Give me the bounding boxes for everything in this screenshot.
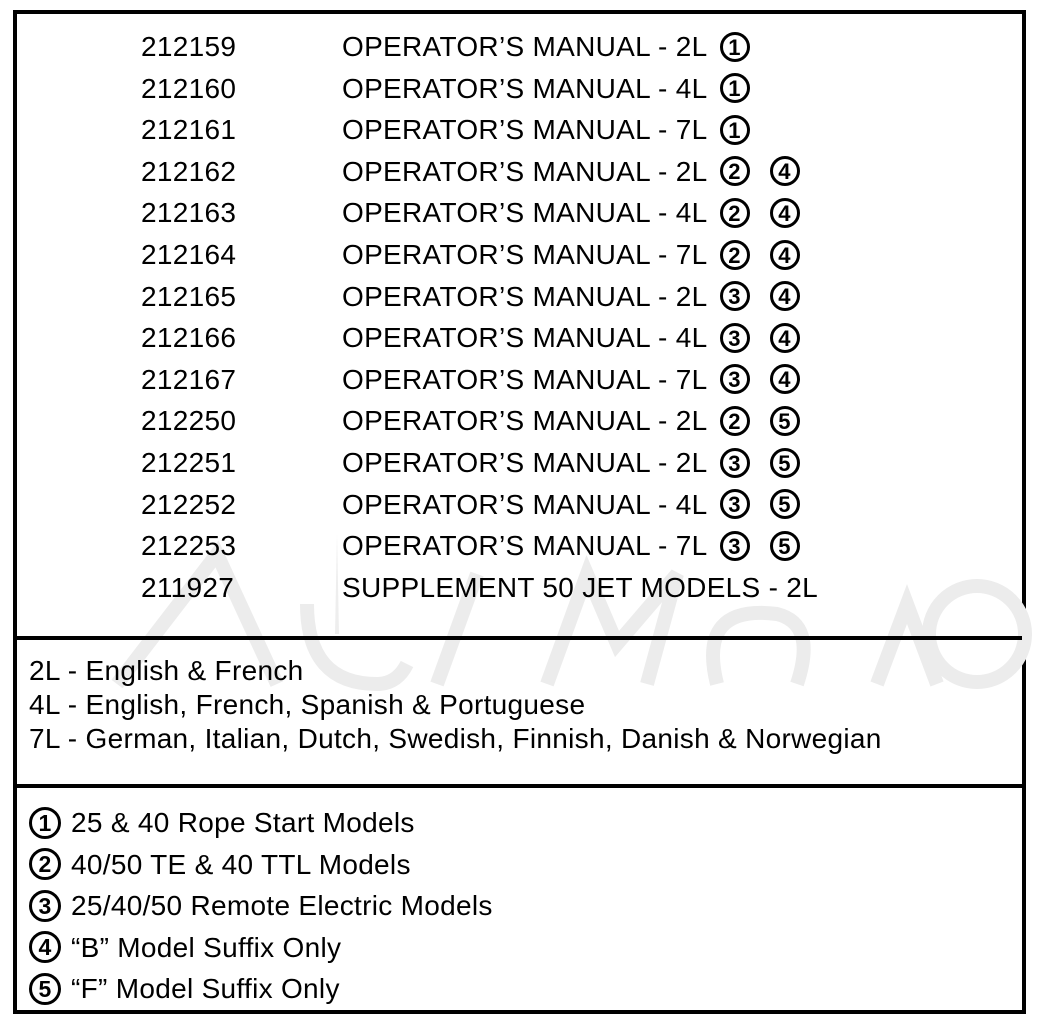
- footnote-marker-3: 3: [720, 323, 750, 353]
- part-description: [342, 192, 800, 233]
- description-text: OPERATOR’S MANUAL - 4L: [342, 488, 708, 520]
- footnote-item: [29, 802, 493, 844]
- table-row: [17, 151, 1022, 192]
- footnote-text: 40/50 TE & 40 TTL Models: [71, 848, 411, 880]
- footnote-marker-4: 4: [770, 323, 800, 353]
- table-row: [17, 234, 1022, 275]
- footnote-marker-4: 4: [770, 198, 800, 228]
- table-row: [17, 359, 1022, 400]
- table-row: [17, 442, 1022, 483]
- description-text: OPERATOR’S MANUAL - 4L: [342, 197, 708, 229]
- part-description: [342, 567, 818, 608]
- footnote-text: 25 & 40 Rope Start Models: [71, 807, 415, 838]
- part-description: [342, 68, 750, 109]
- table-row: [17, 567, 1022, 608]
- part-number: 212252: [141, 488, 237, 520]
- footnote-text: “F” Model Suffix Only: [71, 973, 340, 1004]
- footnote-text: “B” Model Suffix Only: [71, 931, 342, 963]
- part-number: 211927: [141, 571, 235, 603]
- part-description: [342, 484, 800, 525]
- description-text: OPERATOR’S MANUAL - 2L: [342, 155, 708, 187]
- part-number: 212250: [141, 405, 237, 437]
- part-number: 212161: [141, 114, 237, 146]
- description-text: OPERATOR’S MANUAL - 7L: [342, 114, 708, 146]
- footnote-marker-4: 4: [770, 364, 800, 394]
- part-number: 212159: [141, 31, 237, 62]
- part-description: [342, 442, 800, 483]
- part-number: 212253: [141, 530, 237, 562]
- part-description: [342, 400, 800, 441]
- description-text: OPERATOR’S MANUAL - 7L: [342, 363, 708, 395]
- part-description: [342, 26, 750, 67]
- part-number: 212163: [141, 197, 237, 229]
- description-text: OPERATOR’S MANUAL - 4L: [342, 322, 708, 354]
- table-row: [17, 109, 1022, 150]
- part-description: [342, 525, 800, 566]
- table-row: [17, 276, 1022, 317]
- footnote-item: [29, 844, 493, 886]
- section-divider: [17, 784, 1022, 788]
- footnote-marker-2: 2: [720, 198, 750, 228]
- part-number: 212162: [141, 155, 237, 187]
- language-entry: 7L - German, Italian, Dutch, Swedish, Finnish, Danish & Norwegian: [29, 723, 882, 754]
- description-text: OPERATOR’S MANUAL - 2L: [342, 280, 708, 312]
- footnote-marker-3: 3: [720, 281, 750, 311]
- part-number: 212160: [141, 72, 237, 104]
- footnote-text: 25/40/50 Remote Electric Models: [71, 890, 493, 921]
- footnote-legend: [29, 802, 493, 1010]
- footnote-marker-4: 4: [770, 156, 800, 186]
- footnote-item: [29, 968, 493, 1010]
- footnote-marker-3: 3: [720, 364, 750, 394]
- language-entry: 2L - English & French: [29, 655, 304, 686]
- table-row: [17, 68, 1022, 109]
- part-description: [342, 317, 800, 358]
- part-description: [342, 234, 800, 275]
- part-number: 212164: [141, 239, 237, 270]
- part-description: [342, 109, 750, 150]
- part-description: [342, 151, 800, 192]
- table-row: [17, 525, 1022, 566]
- footnote-marker-5: 5: [770, 531, 800, 561]
- table-row: [17, 484, 1022, 525]
- footnote-marker-2: 2: [720, 156, 750, 186]
- language-entry: 4L - English, French, Spanish & Portuguese: [29, 689, 586, 720]
- footnote-number-2: 2: [29, 848, 61, 880]
- footnote-marker-5: 5: [770, 489, 800, 519]
- footnote-marker-5: 5: [770, 406, 800, 436]
- footnote-marker-1: 1: [720, 115, 750, 145]
- section-divider: [17, 636, 1022, 640]
- footnote-marker-2: 2: [720, 406, 750, 436]
- footnote-marker-1: 1: [720, 73, 750, 103]
- part-number: 212165: [141, 280, 237, 312]
- footnote-number-4: 4: [29, 931, 61, 963]
- footnote-marker-4: 4: [770, 240, 800, 270]
- description-text: OPERATOR’S MANUAL - 7L: [342, 239, 708, 270]
- part-number: 212167: [141, 363, 237, 395]
- footnote-number-3: 3: [29, 890, 61, 922]
- footnote-marker-2: 2: [720, 240, 750, 270]
- footnote-marker-4: 4: [770, 281, 800, 311]
- description-text: SUPPLEMENT 50 JET MODELS - 2L: [342, 571, 819, 603]
- part-description: [342, 359, 800, 400]
- language-legend: [29, 654, 882, 756]
- footnote-number-5: 5: [29, 973, 61, 1005]
- table-row: [17, 192, 1022, 233]
- description-text: OPERATOR’S MANUAL - 2L: [342, 31, 708, 62]
- footnote-marker-1: 1: [720, 32, 750, 62]
- parts-list: [17, 14, 1022, 638]
- part-number: 212166: [141, 322, 237, 354]
- part-number: 212251: [141, 447, 237, 478]
- footnote-item: [29, 885, 493, 927]
- footnote-marker-5: 5: [770, 448, 800, 478]
- description-text: OPERATOR’S MANUAL - 2L: [342, 447, 708, 478]
- description-text: OPERATOR’S MANUAL - 4L: [342, 72, 708, 104]
- parts-table-frame: [13, 10, 1026, 1014]
- footnote-marker-3: 3: [720, 489, 750, 519]
- table-row: [17, 26, 1022, 67]
- part-description: [342, 276, 800, 317]
- footnote-item: [29, 927, 493, 969]
- footnote-number-1: 1: [29, 807, 61, 839]
- table-row: [17, 400, 1022, 441]
- table-row: [17, 317, 1022, 358]
- footnote-marker-3: 3: [720, 531, 750, 561]
- footnote-marker-3: 3: [720, 448, 750, 478]
- description-text: OPERATOR’S MANUAL - 7L: [342, 530, 708, 562]
- description-text: OPERATOR’S MANUAL - 2L: [342, 405, 708, 437]
